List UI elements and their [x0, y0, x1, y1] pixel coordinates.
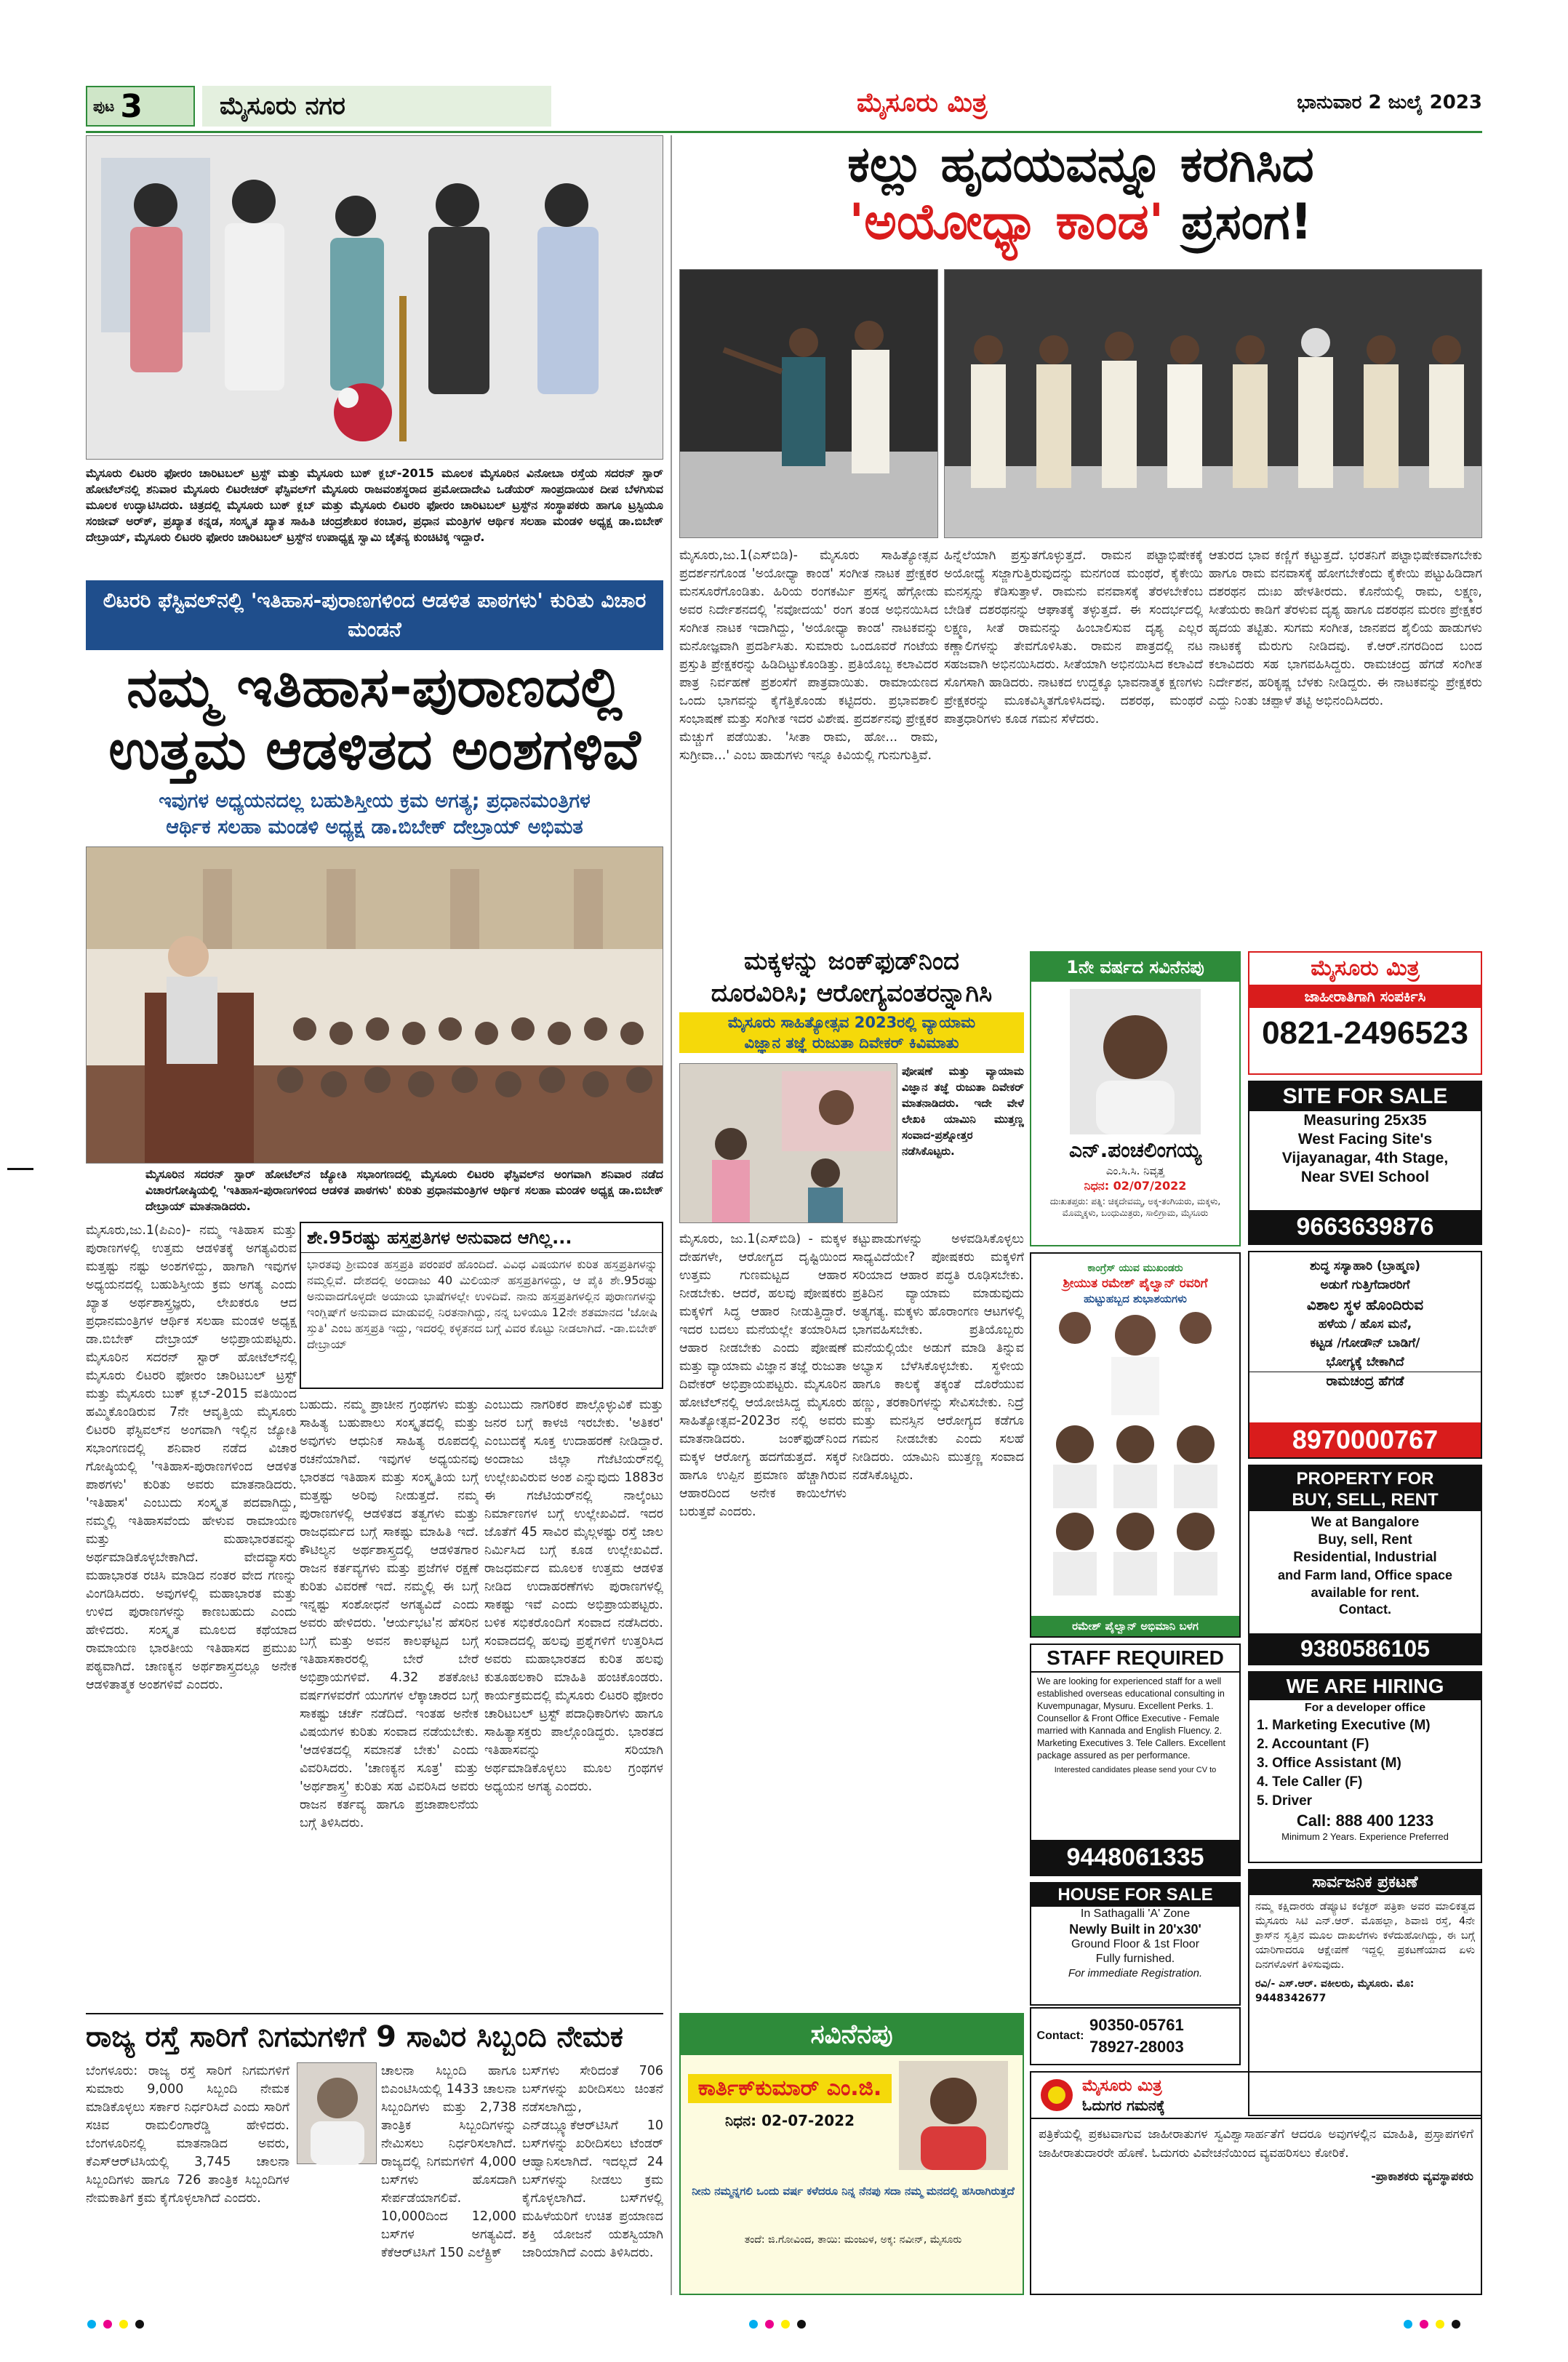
- print-marks-center: [749, 2320, 806, 2329]
- junkfood-col2: ಕಟ್ಟುಪಾಡುಗಳನ್ನು ಅಳವಡಿಸಿಕೊಳ್ಳಲು ಸಾಧ್ಯವಿದೆಯೇ? ಪೋಷಕರು ಮಕ್ಕಳಿಗೆ ಸರಿಯಾದ ಆಹಾರ ಪದ್ಧತಿ ರೂಢಿಸಬೇಕು. ಪ್ರತಿದಿನ ವ್ಯಾಯಾಮ ಮಾಡುವುದು ಅತ್ಯಗತ್ಯ. ಮಕ್ಕಳು ಹೊರಾಂಗಣ ಆಟಗಳಲ್ಲಿ ಭಾಗವಹಿಸಬೇಕು. ಪ್ರತಿಯೊಬ್ಬರು ಮನೆಯಲ್ಲಿಯೇ ಅಡುಗೆ ಮಾಡಿ ತಿನ್ನುವ ಅಭ್ಯಾಸ ಬೆಳೆಸಿಕೊಳ್ಳಬೇಕು. ಸ್ಥಳೀಯ ಹಾಗೂ ಕಾಲಕ್ಕೆ ತಕ್ಕಂತೆ ದೊರೆಯುವ ಹಣ್ಣು, ತರಕಾರಿಗಳನ್ನು ಸೇವಿಸಬೇಕು. ನಿದ್ರೆ ಮತ್ತು ಮನಸ್ಸಿನ ಆರೋಗ್ಯದ ಕಡೆಗೂ ಗಮನ ನೀಡಬೇಕು ಎಂದು ಸಲಹೆ ನೀಡಿದರು. ಯಾಮಿನಿ ಮುತ್ತಣ್ಣ ಸಂವಾದ ನಡೆಸಿಕೊಟ್ಟರು.: [852, 1232, 1024, 1483]
- header-rule: [86, 131, 1482, 133]
- house-sale-ad: HOUSE FOR SALE In Sathagalli 'A' Zone Newly Built in 20'x30' Ground Floor & 1st Floor Fully furnished. For immediate Registration.: [1030, 1882, 1241, 2006]
- litfest-body-col1: ಮೈಸೂರು,ಜು.1(ಪಿಎಂ)- ನಮ್ಮ ಇತಿಹಾಸ ಮತ್ತು ಪುರಾಣಗಳಲ್ಲಿ ಉತ್ತಮ ಆಡಳಿತಕ್ಕೆ ಅಗತ್ಯವಿರುವ ಮತ್ತಷ್ಟು ನಷ್ಟು ಅಂಶಗಳಿದ್ದು, ಹಾಗಾಗಿ ಇವುಗಳ ಅಧ್ಯಯನದಲ್ಲಿ ಬಹುಶಿಸ್ತೀಯ ಕ್ರಮ ಅಗತ್ಯ ಎಂದು ಖ್ಯಾತ ಅರ್ಥಶಾಸ್ತ್ರಜ್ಞರು, ಲೇಖಕರೂ ಆದ ಪ್ರಧಾನಮಂತ್ರಿಗಳ ಆರ್ಥಿಕ ಸಲಹಾ ಮಂಡಳಿ ಅಧ್ಯಕ್ಷ ಡಾ.ಬಿಬೇಕ್ ದೇಬ್ರಾಯ್ ಅಭಿಪ್ರಾಯಪಟ್ಟರು. ಮೈಸೂರಿನ ಸದರನ್ ಸ್ಟಾರ್ ಹೋಟೆಲ್‌ನಲ್ಲಿ ಮೈಸೂರು ಲಿಟರರಿ ಫೋರಂ ಚಾರಿಟಬಲ್ ಟ್ರಸ್ಟ್ ಮತ್ತು ಮೈಸೂರು ಬುಕ್ ಕ್ಲಬ್-2015 ವತಿಯಿಂದ ಹಮ್ಮಿಕೊಂಡಿರುವ 7ನೇ ಆವೃತ್ತಿಯ ಮೈಸೂರು ಲಿಟರರಿ ಫೆಸ್ಟಿವಲ್‌ನ ಅಂಗವಾಗಿ ಇಲ್ಲಿನ ಜ್ಯೋತಿ ಸಭಾಂಗಣದಲ್ಲಿ ಶನಿವಾರ ನಡೆದ ವಿಚಾರ ಗೋಷ್ಠಿಯಲ್ಲಿ 'ಇತಿಹಾಸ-ಪುರಾಣಗಳಿಂದ ಆಡಳಿತ ಪಾಠಗಳು' ಕುರಿತು ಅವರು ಮಾತನಾಡಿದರು. 'ಇತಿಹಾಸ' ಎಂಬುದು ಸಂಸ್ಕೃತ ಪದವಾಗಿದ್ದು, ನಮ್ಮಲ್ಲಿ ಇತಿಹಾಸವೆಂದು ಹೇಳುವ ರಾಮಾಯಣ ಮತ್ತು ಮಹಾಭಾರತವನ್ನು ಅರ್ಥಮಾಡಿಕೊಳ್ಳಬೇಕಾಗಿದೆ. ವೇದವ್ಯಾಸರು ಮಹಾಭಾರತ ರಚಿಸಿ ಮಾಡಿದ ನಂತರ ವೇದ ಗಣನ್ನು ವಿಂಗಡಿಸಿದರು. ಅವುಗಳಲ್ಲಿ ಮಹಾಭಾರತ ಮತ್ತು ಉಳಿದ ಪುರಾಣಗಳನ್ನು ಕಾಣಬಹುದು ಎಂದು ಹೇಳಿದರು. ಸಂಸ್ಕೃತ ಮೂಲದ ಕಥೆಯಾದ ರಾಮಾಯಣ ಭಾರತೀಯ ಇತಿಹಾಸದ ಪ್ರಮುಖ ಪಠ್ಯವಾಗಿದೆ. ಚಾಣಕ್ಯನ ಅರ್ಥಶಾಸ್ತ್ರದಲ್ಲೂ ಅನೇಕ ಆಡಳಿತಾತ್ಮಕ ಅಂಶಗಳಿವೆ ಎಂದರು.: [86, 1223, 297, 1692]
- obituary-ad: 1ನೇ ವರ್ಷದ ಸವಿನೆನಪು ಎನ್.ಪಂಚಲಿಂಗಯ್ಯ ಎಂ.ಸಿ.ಸಿ. ನಿವೃತ್ತ ನಿಧನ: 02/07/2022 ದುಃಖತಪ್ತರು: ಪತ್ನಿ: ಚಿಕ್ಕದೇವಮ್ಮ, ಅಕ್ಕ-ತಂಗಿಯರು, ಮಕ್ಕಳು, ಮೊಮ್ಮಕ್ಕಳು, ಬಂಧುಮಿತ್ರರು, ಸಾಲಿಗ್ರಾಮ, ಮೈಸೂರು: [1030, 951, 1241, 1246]
- headline-end: ಪ್ರಸಂಗ!: [1181, 193, 1313, 251]
- litfest-photo-caption: ಮೈಸೂರು ಲಿಟರರಿ ಫೋರಂ ಚಾರಿಟಬಲ್ ಟ್ರಸ್ಟ್ ಮತ್ತು ಮೈಸೂರು ಬುಕ್ ಕ್ಲಬ್-2015 ಮೂಲಕ ಮೈಸೂರಿನ ವಿನೋಬಾ ರಸ್ತೆಯ ಸದರನ್ ಸ್ಟಾರ್ ಹೋಟೆಲ್‌ನಲ್ಲಿ ಶನಿವಾರ ಮೈಸೂರು ಲಿಟರೇಚರ್ ಫೆಸ್ಟಿವಲ್‌ಗೆ ಮೈಸೂರು ರಾಜವಂಶಸ್ಥರಾದ ಪ್ರಮೋದಾದೇವಿ ಒಡೆಯರ್ ಸಾಂಪ್ರದಾಯಿಕ ದೀಪ ಬೆಳಗಿಸುವ ಮೂಲಕ ಉದ್ಘಾಟಿಸಿದರು. ಚಿತ್ರದಲ್ಲಿ ಮೈಸೂರು ಬುಕ್ ಕ್ಲಬ್ ಮತ್ತು ಮೈಸೂರು ಲಿಟರರಿ ಫೋರಂ ಚಾರಿಟಬಲ್ ಟ್ರಸ್ಟ್‌ನ ಸಂಸ್ಥಾಪಕರು ಹಾಗೂ ಟ್ರಸ್ಟಿಯೂ ಸಂಜೀವ್ ಅರ್‌ಕ್, ಪ್ರಖ್ಯಾತ ಕನ್ನಡ, ಸಂಸ್ಕೃತ ಖ್ಯಾತ ಸಾಹಿತಿ ಚಂದ್ರಶೇಖರ ಕಂಬಾರ, ಪ್ರಧಾನ ಮಂತ್ರಿಗಳ ಆರ್ಥಿಕ ಸಲಹಾ ಮಂಡಳಿ ಅಧ್ಯಕ್ಷ ಡಾ.ಬಿಬೇಕ್ ದೇಬ್ರಾಯ್, ಮೈಸೂರು ಲಿಟರರಿ ಫೋರಂ ಚಾರಿಟಬಲ್ ಟ್ರಸ್ಟ್‌ನ ಉಪಾಧ್ಯಕ್ಷ ಸ್ವಾಮಿ ಚೈತನ್ಯ ಕುಂಚಿಟಿಕ್ಕ ಇದ್ದಾರೆ.: [86, 466, 663, 544]
- ramayana-headline-1: ಕಲ್ಲು ಹೃದಯವನ್ನೂ ಕರಗಿಸಿದ: [847, 136, 1314, 193]
- obituary-portrait: [1070, 989, 1201, 1134]
- column-divider: [671, 135, 672, 2295]
- hiring-item: 5. Driver: [1257, 1793, 1313, 1809]
- ramayana-col1: ಮೈಸೂರು,ಜು.1(ಎಸ್‌ಬಿಡಿ)- ಮೈಸೂರು ಸಾಹಿತ್ಯೋತ್ಸವ ಪ್ರದರ್ಶನಗೊಂಡ 'ಅಯೋಧ್ಯಾ ಕಾಂಡ' ಸಂಗೀತ ನಾಟಕ ಪ್ರೇಕ್ಷಕರ ಮನಸೂರೆಗೊಂಡಿತು. ಹಿರಿಯ ರಂಗಕರ್ಮಿ ಪ್ರಸನ್ನ ಹೆಗ್ಗೋಡು ಅವರ ನಿರ್ದೇಶನದಲ್ಲಿ 'ನವೋದಯ' ರಂಗ ತಂಡ ಅಭಿನಯಿಸಿದ ಸಂಗೀತ ನಾಟಕ ಇದಾಗಿದ್ದು, 'ಅಯೋಧ್ಯಾ ಕಾಂಡ' ನಾಟಕವನ್ನು ಮನೋಜ್ಞವಾಗಿ ಪ್ರದರ್ಶಿಸಿತು. ಸುಮಾರು ಒಂದೂವರೆ ಗಂಟೆಯ ಪ್ರಸ್ತುತಿ ಪ್ರೇಕ್ಷಕರನ್ನು ಹಿಡಿದಿಟ್ಟುಕೊಂಡಿತ್ತು. ಪ್ರತಿಯೊಬ್ಬ ಕಲಾವಿದರ ಪಾತ್ರ ನಿರ್ವಹಣೆ ಪ್ರಶಂಸೆಗೆ ಪಾತ್ರವಾಯಿತು. ರಾಮಾಯಣದ ಒಂದು ಭಾಗವನ್ನು ಕೈಗೆತ್ತಿಕೊಂಡು ಕಟ್ಟಿದರು. ಪ್ರಭಾವಶಾಲಿ ಸಂಭಾಷಣೆ ಮತ್ತು ಸಂಗೀತ ಇದರ ವಿಶೇಷ. ಪ್ರದರ್ಶನವು ಪ್ರೇಕ್ಷಕರ ಮೆಚ್ಚುಗೆ ಪಡೆಯಿತು. 'ಸೀತಾ ರಾಮ, ಹೋ... ರಾಮ, ಸುಗ್ರೀವಾ...' ಎಂಬ ಹಾಡುಗಳು ಇನ್ನೂ ಕಿವಿಯಲ್ಲಿ ಗುನುಗುತ್ತಿವೆ.: [679, 548, 938, 763]
- litfest-kicker: ಲಿಟರರಿ ಫೆಸ್ಟಿವಲ್‌ನಲ್ಲಿ 'ಇತಿಹಾಸ-ಪುರಾಣಗಳಿಂದ ಆಡಳಿತ ಪಾಠಗಳು' ಕುರಿತು ವಿಚಾರ ಮಂಡನೆ: [86, 580, 663, 650]
- litfest-photo-art: [87, 136, 663, 460]
- hiring-item: 1. Marketing Executive (M): [1257, 1718, 1431, 1733]
- memorial-portrait: [899, 2061, 1008, 2170]
- hiring-ad: WE ARE HIRING For a developer office 1. Marketing Executive (M) 2. Accountant (F) 3. Office Assistant (M) 4. Tele Caller (F) 5. Driver Call: 888 400 1233 Minimum 2 Years. Experience Preferred: [1248, 1671, 1482, 1863]
- hiring-item: 2. Accountant (F): [1257, 1737, 1369, 1752]
- sidebar-title: ಶೇ.95ರಷ್ಟು ಹಸ್ತಪ್ರತಿಗಳ ಅನುವಾದ ಆಗಿಲ್ಲ...: [301, 1223, 662, 1253]
- junkfood-caption: ಪೋಷಣೆ ಮತ್ತು ವ್ಯಾಯಾಮ ವಿಜ್ಞಾನ ತಜ್ಞೆ ರುಜುತಾ ದಿವೇಕರ್ ಮಾತನಾಡಿದರು. ಇದೇ ವೇಳೆ ಲೇಖಕಿ ಯಾಮಿನಿ ಮುತ್ತಣ್ಣ ಸಂವಾದ-ಪ್ರಶ್ನೋತ್ತರ ನಡೆಸಿಕೊಟ್ಟರು.: [902, 1065, 1024, 1158]
- ramayana-headline-2: [679, 193, 1482, 252]
- play-photo-left-art: [680, 270, 938, 538]
- page-number-tab: [86, 86, 195, 127]
- play-photo-right: [944, 269, 1482, 538]
- memorial-ad: ಸವಿನೆನಪು ಕಾರ್ತಿಕ್‌ಕುಮಾರ್ ಎಂ.ಜಿ. ನಿಧನ: 02-07-2022 ನೀನು ನಮ್ಮನ್ನಗಲಿ ಒಂದು ವರ್ಷ ಕಳೆದರೂ ನಿನ್ನ ನೆನಪು ಸದಾ ನಮ್ಮ ಮನದಲ್ಲಿ ಹಸಿರಾಗಿರುತ್ತದೆ ತಂದೆ: ಜಿ.ಗೋವಿಂದ, ತಾಯಿ: ಮಂಜುಳ, ಅಕ್ಕ: ನವೀನ್, ಮೈಸೂರು: [679, 2013, 1024, 2295]
- seminar-photo: [86, 846, 663, 1164]
- ramayana-col2: ಹಿನ್ನೆಲೆಯಾಗಿ ಪ್ರಸ್ತುತಗೊಳ್ಳುತ್ತದೆ. ರಾಮನ ಪಟ್ಟಾಭಿಷೇಕಕ್ಕೆ ಅಯೋಧ್ಯೆ ಸಜ್ಜಾಗುತ್ತಿರುವುದನ್ನು ಮನಗಂಡ ಮಂಥರೆ, ಕೈಕೇಯಿ ಮನಸ್ಸನ್ನು ಕೆಡಿಸುತ್ತಾಳೆ. ರಾಮನು ವನವಾಸಕ್ಕೆ ತೆರಳಬೇಕೆಂಬ ಬೇಡಿಕೆ ದಶರಥನನ್ನು ಆಘಾತಕ್ಕೆ ತಳ್ಳುತ್ತದೆ. ಈ ಸಂದರ್ಭದಲ್ಲಿ ಲಕ್ಷ್ಮಣ, ಸೀತೆ ರಾಮನನ್ನು ಹಿಂಬಾಲಿಸುವ ದೃಶ್ಯ ಎಲ್ಲರ ಕಣ್ಣಾಲಿಗಳನ್ನು ತೇವಗೊಳಿಸಿತು. ರಾಮನ ಪಾತ್ರದಲ್ಲಿ ನಟ ಸಹಜವಾಗಿ ಅಭಿನಯಿಸಿದರು. ಸೀತೆಯಾಗಿ ಅಭಿನಯಿಸಿದ ಕಲಾವಿದೆ ಸೊಗಸಾಗಿ ಹಾಡಿದರು. ನಾಟಕದ ಉದ್ದಕ್ಕೂ ಭಾವನಾತ್ಮಕ ಕ್ಷಣಗಳು ಪ್ರೇಕ್ಷಕರನ್ನು ಮೂಕವಿಸ್ಮಿತಗೊಳಿಸಿದವು. ದಶರಥ, ಮಂಥರೆ ಪಾತ್ರಧಾರಿಗಳು ಕೂಡ ಗಮನ ಸೆಳೆದರು.: [944, 548, 1203, 726]
- litfest-body-col3: ಎಂಬುದು ನಾಗರಿಕರ ಪಾಲ್ಗೊಳ್ಳುವಿಕೆ ಮತ್ತು ಜನರ ಬಗ್ಗೆ ಕಾಳಜಿ ಇರಬೇಕು. 'ಅತಿಕರ' ಎಂಬುದಕ್ಕೆ ಸೂಕ್ತ ಉದಾಹರಣೆ ನೀಡಿದ್ದಾರೆ. ಅಂದಾಜು ಜಿಲ್ಲಾ ಗೆಜೆಟಿಯರ್‌ನಲ್ಲಿ ಉಲ್ಲೇಖವಿರುವ ಅಂಶ ಎನ್ನುವುದು 1883ರ ಈ ಗಜೆಟಿಯರ್‌ನಲ್ಲಿ ನಾಲ್ಕೆಂಟು ನಿರ್ಮಾಣಗಳ ಬಗ್ಗೆ ಉಲ್ಲೇಖವಿದೆ. ಇದರ ಜೊತೆಗೆ 45 ಸಾವಿರ ಮೈಲ್ಗಳಷ್ಟು ರಸ್ತೆ ಜಾಲ ನಿರ್ಮಿಸಿದ ಬಗ್ಗೆ ಕೂಡ ಉಲ್ಲೇಖವಿದೆ. ರಾಜಧರ್ಮದ ಮೂಲಕ ಉತ್ತಮ ಆಡಳಿತ ನೀಡಿದ ಉದಾಹರಣೆಗಳು ಪುರಾಣಗಳಲ್ಲಿ ಸಾಕಷ್ಟು ಇವೆ ಎಂದು ಅಭಿಪ್ರಾಯಪಟ್ಟರು. ಬಳಿಕ ಸಭಿಕರೊಂದಿಗೆ ಸಂವಾದ ನಡೆಸಿದರು. ಸಂವಾದದಲ್ಲಿ ಹಲವು ಪ್ರಶ್ನೆಗಳಿಗೆ ಉತ್ತರಿಸಿದ ಅವರು ಮಹಾಭಾರತದ ಕುರಿತ ಹಲವು ಕುತೂಹಲಕಾರಿ ಮಾಹಿತಿ ಹಂಚಿಕೊಂಡರು. ಕಾರ್ಯಕ್ರಮದಲ್ಲಿ ಮೈಸೂರು ಲಿಟರರಿ ಫೋರಂ ಚಾರಿಟಬಲ್ ಟ್ರಸ್ಟ್ ಪದಾಧಿಕಾರಿಗಳು ಹಾಗೂ ಸಾಹಿತ್ಯಾಸಕ್ತರು ಪಾಲ್ಗೊಂಡಿದ್ದರು. ಭಾರತದ ಇತಿಹಾಸವನ್ನು ಸರಿಯಾಗಿ ಅರ್ಥಮಾಡಿಕೊಳ್ಳಲು ಮೂಲ ಗ್ರಂಥಗಳ ಅಧ್ಯಯನ ಅಗತ್ಯ ಎಂದರು.: [484, 1398, 663, 1794]
- margin-mark: [7, 1168, 33, 1170]
- litfest-headline-1: ನಮ್ಮ ಇತಿಹಾಸ-ಪುರಾಣದಲ್ಲಿ: [127, 654, 623, 719]
- house-sale-phones: 90350-05761 78927-28003: [1089, 2016, 1184, 2056]
- hiring-item: 4. Tele Caller (F): [1257, 1774, 1363, 1790]
- emblem-icon: [1039, 2077, 1075, 2113]
- sidebar-body: ಭಾರತವು ಶ್ರೀಮಂತ ಹಸ್ತಪ್ರತಿ ಪರಂಪರೆ ಹೊಂದಿದೆ. ವಿವಿಧ ವಿಷಯಗಳ ಕುರಿತ ಹಸ್ತಪ್ರತಿಗಳನ್ನು ನಮ್ಮಲ್ಲಿವೆ. ದೇಶದಲ್ಲಿ ಅಂದಾಜು 40 ಮಿಲಿಯನ್ ಹಸ್ತಪ್ರತಿಗಳಿದ್ದು, ಆ ಪೈಕಿ ಶೇ.95ರಷ್ಟು ಅನುವಾದಗೊಳ್ಳದೇ ಅಯಾಯ ಭಾಷೆಗಳಲ್ಲೇ ಉಳಿದಿವೆ. ನಾನು ಹಸ್ತಪ್ರತಿಗಳಲ್ಲಿನ ಪುರಾಣಗಳನ್ನು ಇಂಗ್ಲಿಷ್‌ಗೆ ಅನುವಾದ ಮಾಡುವಲ್ಲಿ ನಿರತನಾಗಿದ್ದು, ನನ್ನ ಬಳಿಯೂ 12ನೇ ಶತಮಾನದ 'ಜೋಷಿ ಸ್ತುತಿ' ಎಂಬ ಹಸ್ತಪ್ರತಿ ಇದ್ದು, ಇದರಲ್ಲಿ ಕಳ್ಳತನದ ಬಗ್ಗೆ ವಿವರ ಕೊಟ್ಟು ನೀಡಲಾಗಿದೆ. -ಡಾ.ಬಿಬೇಕ್ ದೇಬ್ರಾಯ್: [307, 1257, 657, 1351]
- readers-notice-ad: ಮೈಸೂರು ಮಿತ್ರ ಓದುಗರ ಗಮನಕ್ಕೆ ಪತ್ರಿಕೆಯಲ್ಲಿ ಪ್ರಕಟವಾಗುವ ಜಾಹೀರಾತುಗಳ ಸ್ವವಿಶ್ವಾಸಾರ್ಹತೆಗೆ ಆದರೂ ಅವುಗಳಲ್ಲಿನ ಮಾಹಿತಿ, ಪ್ರಸ್ತಾಪಗಳಿಗೆ ಜಾಹೀರಾತುದಾರರೇ ಹೊಣೆ. ಓದುಗರು ವಿವೇಚನೆಯಿಂದ ವ್ಯವಹರಿಸಲು ಕೋರಿಕೆ. -ಪ್ರಾಕಾಶಕರು ವ್ಯವಸ್ಥಾಪಕರು: [1030, 2071, 1482, 2295]
- litfest-photo: [86, 135, 663, 460]
- play-photo-left: [679, 269, 938, 538]
- seminar-photo-art: [87, 847, 663, 1164]
- junkfood-headline: ಮಕ್ಕಳನ್ನು ಜಂಕ್‌ಫುಡ್‌ನಿಂದ ದೂರವಿರಿಸಿ; ಆರೋಗ್ಯವಂತರನ್ನಾಗಿಸಿ ಮೈಸೂರು ಸಾಹಿತ್ಯೋತ್ಸವ 2023ರಲ್ಲಿ ವ್ಯಾಯಾಮ ವಿಜ್ಞಾನ ತಜ್ಞೆ ರುಜುತಾ ದಿವೇಕರ್ ಕಿವಿಮಾತು: [679, 945, 1024, 1053]
- litfest-headline-2: ಉತ್ತಮ ಆಡಳಿತದ ಅಂಶಗಳಿವೆ: [108, 717, 641, 782]
- hiring-item: 3. Office Assistant (M): [1257, 1756, 1401, 1771]
- house-sale-contact: Contact: 90350-05761 78927-28003: [1030, 2007, 1241, 2065]
- hiring-list: [1249, 1716, 1481, 1811]
- seminar-photo-caption: ಮೈಸೂರಿನ ಸದರನ್ ಸ್ಟಾರ್ ಹೋಟೆಲ್‌ನ ಜ್ಯೋತಿ ಸಭಾಂಗಣದಲ್ಲಿ ಮೈಸೂರು ಲಿಟರರಿ ಫೆಸ್ಟಿವಲ್‌ನ ಅಂಗವಾಗಿ ಶನಿವಾರ ನಡೆದ ವಿಚಾರಗೋಷ್ಠಿಯಲ್ಲಿ 'ಇತಿಹಾಸ-ಪುರಾಣಗಳಿಂದ ಆಡಳಿತ ಪಾಠಗಳು' ಕುರಿತು ಪ್ರಧಾನಮಂತ್ರಿಗಳ ಆರ್ಥಿಕ ಸಲಹಾ ಮಂಡಳಿ ಅಧ್ಯಕ್ಷ ಡಾ.ಬಿಬೇಕ್ ದೇಬ್ರಾಯ್ ಮಾತನಾಡಿದರು.: [145, 1167, 663, 1213]
- issue-date: ಭಾನುವಾರ 2 ಜುಲೈ 2023: [1297, 92, 1482, 113]
- ksrtc-col3: ಬಸ್‌ಗಳು ಸೇರಿದಂತೆ 706 ಬಸ್‌ಗಳನ್ನು ಖರೀದಿಸಲು ಚಿಂತನೆ ನಡೆಸಲಾಗಿದ್ದು, ಎನ್‌ಡಬ್ಲ್ಯೂಕೆಆರ್‌ಟಿಸಿಗೆ 10 ಬಸ್‌ಗಳನ್ನು ಖರೀದಿಸಲು ಟೆಂಡರ್ ಆಹ್ವಾನಿಸಲಾಗಿದೆ. ಇದಲ್ಲದೆ 24 ಬಸ್‌ಗಳನ್ನು ನೀಡಲು ಕ್ರಮ ಕೈಗೊಳ್ಳಲಾಗಿದೆ. ಬಸ್‌ಗಳಲ್ಲಿ ಮಹಿಳೆಯರಿಗೆ ಉಚಿತ ಪ್ರಯಾಣದ ಶಕ್ತಿ ಯೋಜನೆ ಯಶಸ್ವಿಯಾಗಿ ಜಾರಿಯಾಗಿದೆ ಎಂದು ತಿಳಿಸಿದರು.: [522, 2064, 663, 2260]
- print-marks-left: [87, 2320, 144, 2329]
- readers-header: ಮೈಸೂರು ಮಿತ್ರ ಓದುಗರ ಗಮನಕ್ಕೆ: [1031, 2073, 1481, 2119]
- ramayana-col3: ಆತುರದ ಭಾವ ಕಣ್ಣಿಗೆ ಕಟ್ಟುತ್ತದೆ. ಭರತನಿಗೆ ಪಟ್ಟಾಭಿಷೇಕವಾಗಬೇಕು ಹಾಗೂ ರಾಮ ವನವಾಸಕ್ಕೆ ಹೋಗಬೇಕೆಂದು ಕೈಕೇಯಿ ಪಟ್ಟುಹಿಡಿದಾಗ ದಶರಥನ ದುಃಖ ಹೇಳತೀರದು. ಕೊನೆಯಲ್ಲಿ ರಾಮ, ಲಕ್ಷ್ಮಣ, ಸೀತೆಯರು ಕಾಡಿಗೆ ತೆರಳುವ ದೃಶ್ಯ ಹಾಗೂ ದಶರಥನ ಮರಣ ಪ್ರೇಕ್ಷಕರ ಹೃದಯ ತಟ್ಟಿತು. ಸುಗಮ ಸಂಗೀತ, ಜಾನಪದ ಶೈಲಿಯ ಹಾಡುಗಳು ನಾಟಕಕ್ಕೆ ಮೆರುಗು ನೀಡಿದವು. ಕೆ.ಆರ್.ನಗರದಿಂದ ಬಂದ ಕಲಾವಿದರು ಸಹ ಭಾಗವಹಿಸಿದ್ದರು. ರಾಮಚಂದ್ರ ಹೆಗಡೆ ಸಂಗೀತ ನಿರ್ದೇಶನ, ಹರಿಕೃಷ್ಣ ಬೆಳಕು ನೀಡಿದ್ದರು. ಈ ನಾಟಕವನ್ನು ಪ್ರೇಕ್ಷಕರು ಎದ್ದು ನಿಂತು ಚಪ್ಪಾಳೆ ತಟ್ಟಿ ಅಭಿನಂದಿಸಿದರು.: [1209, 548, 1482, 708]
- minister-photo: [297, 2062, 377, 2164]
- ksrtc-col1: ಬೆಂಗಳೂರು: ರಾಜ್ಯ ರಸ್ತೆ ಸಾರಿಗೆ ನಿಗಮಗಳಿಗೆ ಸುಮಾರು 9,000 ಸಿಬ್ಬಂದಿ ನೇಮಕ ಮಾಡಿಕೊಳ್ಳಲು ಸರ್ಕಾರ ನಿರ್ಧರಿಸಿದೆ ಎಂದು ಸಾರಿಗೆ ಸಚಿವ ರಾಮಲಿಂಗಾರೆಡ್ಡಿ ಹೇಳಿದರು. ಬೆಂಗಳೂರಿನಲ್ಲಿ ಮಾತನಾಡಿದ ಅವರು, ಕೆಎಸ್‌ಆರ್‌ಟಿಸಿಯಲ್ಲಿ 3,745 ಚಾಲನಾ ಸಿಬ್ಬಂದಿಗಳು ಹಾಗೂ 726 ತಾಂತ್ರಿಕ ಸಿಬ್ಬಂದಿಗಳ ನೇಮಕಾತಿಗೆ ಕ್ರಮ ಕೈಗೊಳ್ಳಲಾಗಿದೆ ಎಂದರು.: [86, 2064, 289, 2206]
- junkfood-photo-art: [680, 1064, 897, 1223]
- catering-space-ad: ಶುದ್ಧ ಸಸ್ಯಾಹಾರಿ (ಬ್ರಾಹ್ಮಣ) ಅಡುಗೆ ಗುತ್ತಿಗೆದಾರರಿಗೆ ವಿಶಾಲ ಸ್ಥಳ ಹೊಂದಿರುವ ಹಳೆಯ / ಹೊಸ ಮನೆ, ಕಟ್ಟಡ /ಗೋಡೌನ್ ಬಾಡಿಗೆ/ ಭೋಗ್ಯಕ್ಕೆ ಬೇಕಾಗಿದೆ ರಾಮಚಂದ್ರ ಹೆಗಡೆ 8970000767: [1248, 1251, 1482, 1459]
- ksrtc-rule: [86, 2013, 663, 2014]
- junkfood-col1: ಮೈಸೂರು, ಜು.1(ಎಸ್‌ಬಿಡಿ) - ಮಕ್ಕಳ ದೇಹಗಳೇ, ಆರೋಗ್ಯದ ದೃಷ್ಟಿಯಿಂದ ಉತ್ತಮ ಗುಣಮಟ್ಟದ ಆಹಾರ ನೀಡಬೇಕು. ಆದರೆ, ಹಲವು ಪೋಷಕರು ಮಕ್ಕಳಿಗೆ ಸಿದ್ಧ ಆಹಾರ ನೀಡುತ್ತಿದ್ದಾರೆ. ಇದರ ಬದಲು ಮನೆಯಲ್ಲೇ ತಯಾರಿಸಿದ ಆಹಾರ ನೀಡಬೇಕು ಎಂದು ಪೋಷಣೆ ಮತ್ತು ವ್ಯಾಯಾಮ ವಿಜ್ಞಾನ ತಜ್ಞೆ ರುಜುತಾ ದಿವೇಕರ್ ಅಭಿಪ್ರಾಯಪಟ್ಟರು. ಮೈಸೂರಿನ ಹೋಟೆಲ್‌ನಲ್ಲಿ ಆಯೋಜಿಸಿದ್ದ ಮೈಸೂರು ಸಾಹಿತ್ಯೋತ್ಸವ-2023ರ ನಲ್ಲಿ ಅವರು ಮಾತನಾಡಿದರು. ಜಂಕ್‌ಫುಡ್‌ನಿಂದ ಮಕ್ಕಳ ಆರೋಗ್ಯ ಹದಗೆಡುತ್ತದೆ. ಸಕ್ಕರೆ ಹಾಗೂ ಉಪ್ಪಿನ ಪ್ರಮಾಣ ಹೆಚ್ಚಾಗಿರುವ ಆಹಾರದಿಂದ ಅನೇಕ ಕಾಯಿಲೆಗಳು ಬರುತ್ತವೆ ಎಂದರು.: [679, 1232, 847, 1519]
- junkfood-photo: [679, 1063, 897, 1223]
- page-label: ಪುಟ: [93, 97, 115, 115]
- page-header: [86, 86, 1482, 129]
- property-ad: PROPERTY FOR BUY, SELL, RENT We at Bangalore Buy, sell, Rent Residential, Industrial and Farm land, Office space available for rent. Contact. 9380586105: [1248, 1465, 1482, 1665]
- mitra-contact-ad: ಮೈಸೂರು ಮಿತ್ರ ಜಾಹೀರಾತಿಗಾಗಿ ಸಂಪರ್ಕಿಸಿ 0821-2496523: [1248, 951, 1482, 1075]
- political-ad: ಕಾಂಗ್ರೆಸ್ ಯುವ ಮುಖಂಡರು ಶ್ರೀಯುತ ರಮೇಶ್ ಪೈಲ್ವಾನ್ ರವರಿಗೆ ಹುಟ್ಟುಹಬ್ಬದ ಶುಭಾಶಯಗಳು ರಮೇಶ್ ಪೈಲ್ವಾನ್ ಅಭಿಮಾನಿ ಬಳಗ: [1030, 1252, 1241, 1638]
- page-number: 3: [120, 87, 143, 125]
- masthead: ಮೈಸೂರು ಮಿತ್ರ: [857, 87, 988, 118]
- staff-required-ad: STAFF REQUIRED We are looking for experienced staff for a well established overseas educational consulting in Kuvempunagar, Mysuru. Excellent Perks. 1. Counsellor & Front Office Executive - Female married with Kannada and English Fluency. 2. Marketing Executives 3. Tele Callers. Excellent package assured as per performance. Interested candidates please send your CV to 9448061335: [1030, 1644, 1241, 1876]
- political-ad-photos: [1031, 1306, 1239, 1604]
- play-photo-right-art: [945, 270, 1482, 538]
- litfest-body-col2: ಬಹುದು. ನಮ್ಮ ಪ್ರಾಚೀನ ಗ್ರಂಥಗಳು ಮತ್ತು ಸಾಹಿತ್ಯ ಬಹುಪಾಲು ಸಂಸ್ಕೃತದಲ್ಲಿ ಮತ್ತು ಅವುಗಳು ಆಧುನಿಕ ಸಾಹಿತ್ಯ ರೂಪದಲ್ಲಿ ರಚನೆಯಾಗಿವೆ. ಇವುಗಳ ಅಧ್ಯಯನವು ಭಾರತದ ಇತಿಹಾಸ ಮತ್ತು ಸಂಸ್ಕೃತಿಯ ಬಗ್ಗೆ ಮತ್ತಷ್ಟು ಅರಿವು ನೀಡುತ್ತದೆ. ನಮ್ಮ ಪುರಾಣಗಳಲ್ಲಿ ಆಡಳಿತದ ತತ್ವಗಳು ಮತ್ತು ರಾಜಧರ್ಮದ ಬಗ್ಗೆ ಸಾಕಷ್ಟು ಮಾಹಿತಿ ಇದೆ. ಕೌಟಿಲ್ಯನ ಅರ್ಥಶಾಸ್ತ್ರದಲ್ಲಿ ಆಡಳಿತಗಾರ ರಾಜನ ಕರ್ತವ್ಯಗಳು ಮತ್ತು ಪ್ರಜೆಗಳ ರಕ್ಷಣೆ ಕುರಿತು ವಿವರಣೆ ಇದೆ. ನಮ್ಮಲ್ಲಿ ಈ ಬಗ್ಗೆ ಇನ್ನಷ್ಟು ಸಂಶೋಧನೆ ಅಗತ್ಯವಿದೆ ಎಂದು ಅವರು ಹೇಳಿದರು. 'ಆರ್ಯಭಟ'ನ ಹೆಸರಿನ ಬಗ್ಗೆ ಮತ್ತು ಅವನ ಕಾಲಘಟ್ಟದ ಬಗ್ಗೆ ಇತಿಹಾಸಕಾರರಲ್ಲಿ ಬೇರೆ ಬೇರೆ ಅಭಿಪ್ರಾಯಗಳಿವೆ. 4.32 ಶತಕೋಟಿ ವರ್ಷಗಳವರೆಗೆ ಯುಗಗಳ ಲೆಕ್ಕಾಚಾರದ ಬಗ್ಗೆ ಸಾಕಷ್ಟು ಚರ್ಚೆ ನಡೆದಿದೆ. ಇಂತಹ ಅನೇಕ ವಿಷಯಗಳ ಕುರಿತು ಸಂವಾದ ನಡೆಯಬೇಕು. 'ಆಡಳಿತದಲ್ಲಿ ಸಮಾನತೆ ಬೇಕು' ಎಂದು ವಿವರಿಸಿದರು. 'ಚಾಣಕ್ಯನ ಸೂತ್ರ' ಮತ್ತು 'ಅರ್ಥಶಾಸ್ತ್ರ' ಕುರಿತು ಸಹ ವಿವರಿಸಿದ ಅವರು ರಾಜನ ಕರ್ತವ್ಯ ಹಾಗೂ ಪ್ರಜಾಪಾಲನೆಯ ಬಗ್ಗೆ ತಿಳಿಸಿದರು.: [300, 1398, 479, 1830]
- ksrtc-col2: ಚಾಲನಾ ಸಿಬ್ಬಂದಿ ಹಾಗೂ ಬಿಎಂಟಿಸಿಯಲ್ಲಿ 1433 ಚಾಲನಾ ಸಿಬ್ಬಂದಿಗಳು ಮತ್ತು 2,738 ತಾಂತ್ರಿಕ ಸಿಬ್ಬಂದಿಗಳನ್ನು ನೇಮಿಸಲು ನಿರ್ಧರಿಸಲಾಗಿದೆ. ರಾಜ್ಯದಲ್ಲಿ ನಿಗಮಗಳಿಗೆ 4,000 ಬಸ್‌ಗಳು ಹೊಸದಾಗಿ ಸೇರ್ಪಡೆಯಾಗಲಿವೆ. 10,000ದಿಂದ 12,000 ಬಸ್‌ಗಳ ಅಗತ್ಯವಿದೆ. ಕೆಕೆಆರ್‌ಟಿಸಿಗೆ 150 ಎಲೆಕ್ಟ್ರಿಕ್: [381, 2064, 516, 2260]
- print-marks-right: [1404, 2320, 1460, 2329]
- ksrtc-headline: ರಾಜ್ಯ ರಸ್ತೆ ಸಾರಿಗೆ ನಿಗಮಗಳಿಗೆ 9 ಸಾವಿರ ಸಿಬ್ಬಂದಿ ನೇಮಕ: [86, 2020, 623, 2054]
- site-sale-ad: SITE FOR SALE Measuring 25x35 West Facing Site's Vijayanagar, 4th Stage, Near SVEI School 9663639876: [1248, 1081, 1482, 1245]
- section-name: ಮೈಸೂರು ನಗರ: [202, 86, 551, 127]
- manuscript-sidebar: [300, 1222, 663, 1389]
- headline-quote: 'ಅಯೋಧ್ಯಾ ಕಾಂಡ': [849, 193, 1164, 251]
- public-notice-ad: ಸಾರ್ವಜನಿಕ ಪ್ರಕಟಣೆ ನಮ್ಮ ಕಕ್ಷಿದಾರರು ಡೆಪ್ಯೂಟಿ ಕಲೆಕ್ಟರ್ ಪತ್ರಿಕಾ ಅವರ ಮಾಲಿಕತ್ವದ ಮೈಸೂರು ಸಿಟಿ ಎನ್.ಆರ್. ಮೊಹಲ್ಲಾ, ಶಿವಾಜಿ ರಸ್ತೆ, 4ನೇ ಕ್ರಾಸ್‌ನ ಸ್ವತ್ತಿನ ಮೂಲ ದಾಖಲೆಗಳು ಕಳೆದುಹೋಗಿದ್ದು, ಈ ಬಗ್ಗೆ ಯಾರಿಗಾದರೂ ಆಕ್ಷೇಪಣೆ ಇದ್ದಲ್ಲಿ ಪ್ರಕಟಣೆಯಾದ ಏಳು ದಿನಗಳೊಳಗೆ ತಿಳಿಸುವುದು. ರವಿ/- ಎಸ್.ಆರ್. ವಕೀಲರು, ಮೈಸೂರು. ಮೊ: 9448342677: [1248, 1869, 1482, 2116]
- litfest-deck: ಇವುಗಳ ಅಧ್ಯಯನದಲ್ಲ ಬಹುಶಿಸ್ತೀಯ ಕ್ರಮ ಅಗತ್ಯ; ಪ್ರಧಾನಮಂತ್ರಿಗಳ ಆರ್ಥಿಕ ಸಲಹಾ ಮಂಡಳಿ ಅಧ್ಯಕ್ಷ ಡಾ.ಬಿಬೇಕ್ ದೇಬ್ರಾಯ್ ಅಭಿಮತ: [159, 790, 591, 838]
